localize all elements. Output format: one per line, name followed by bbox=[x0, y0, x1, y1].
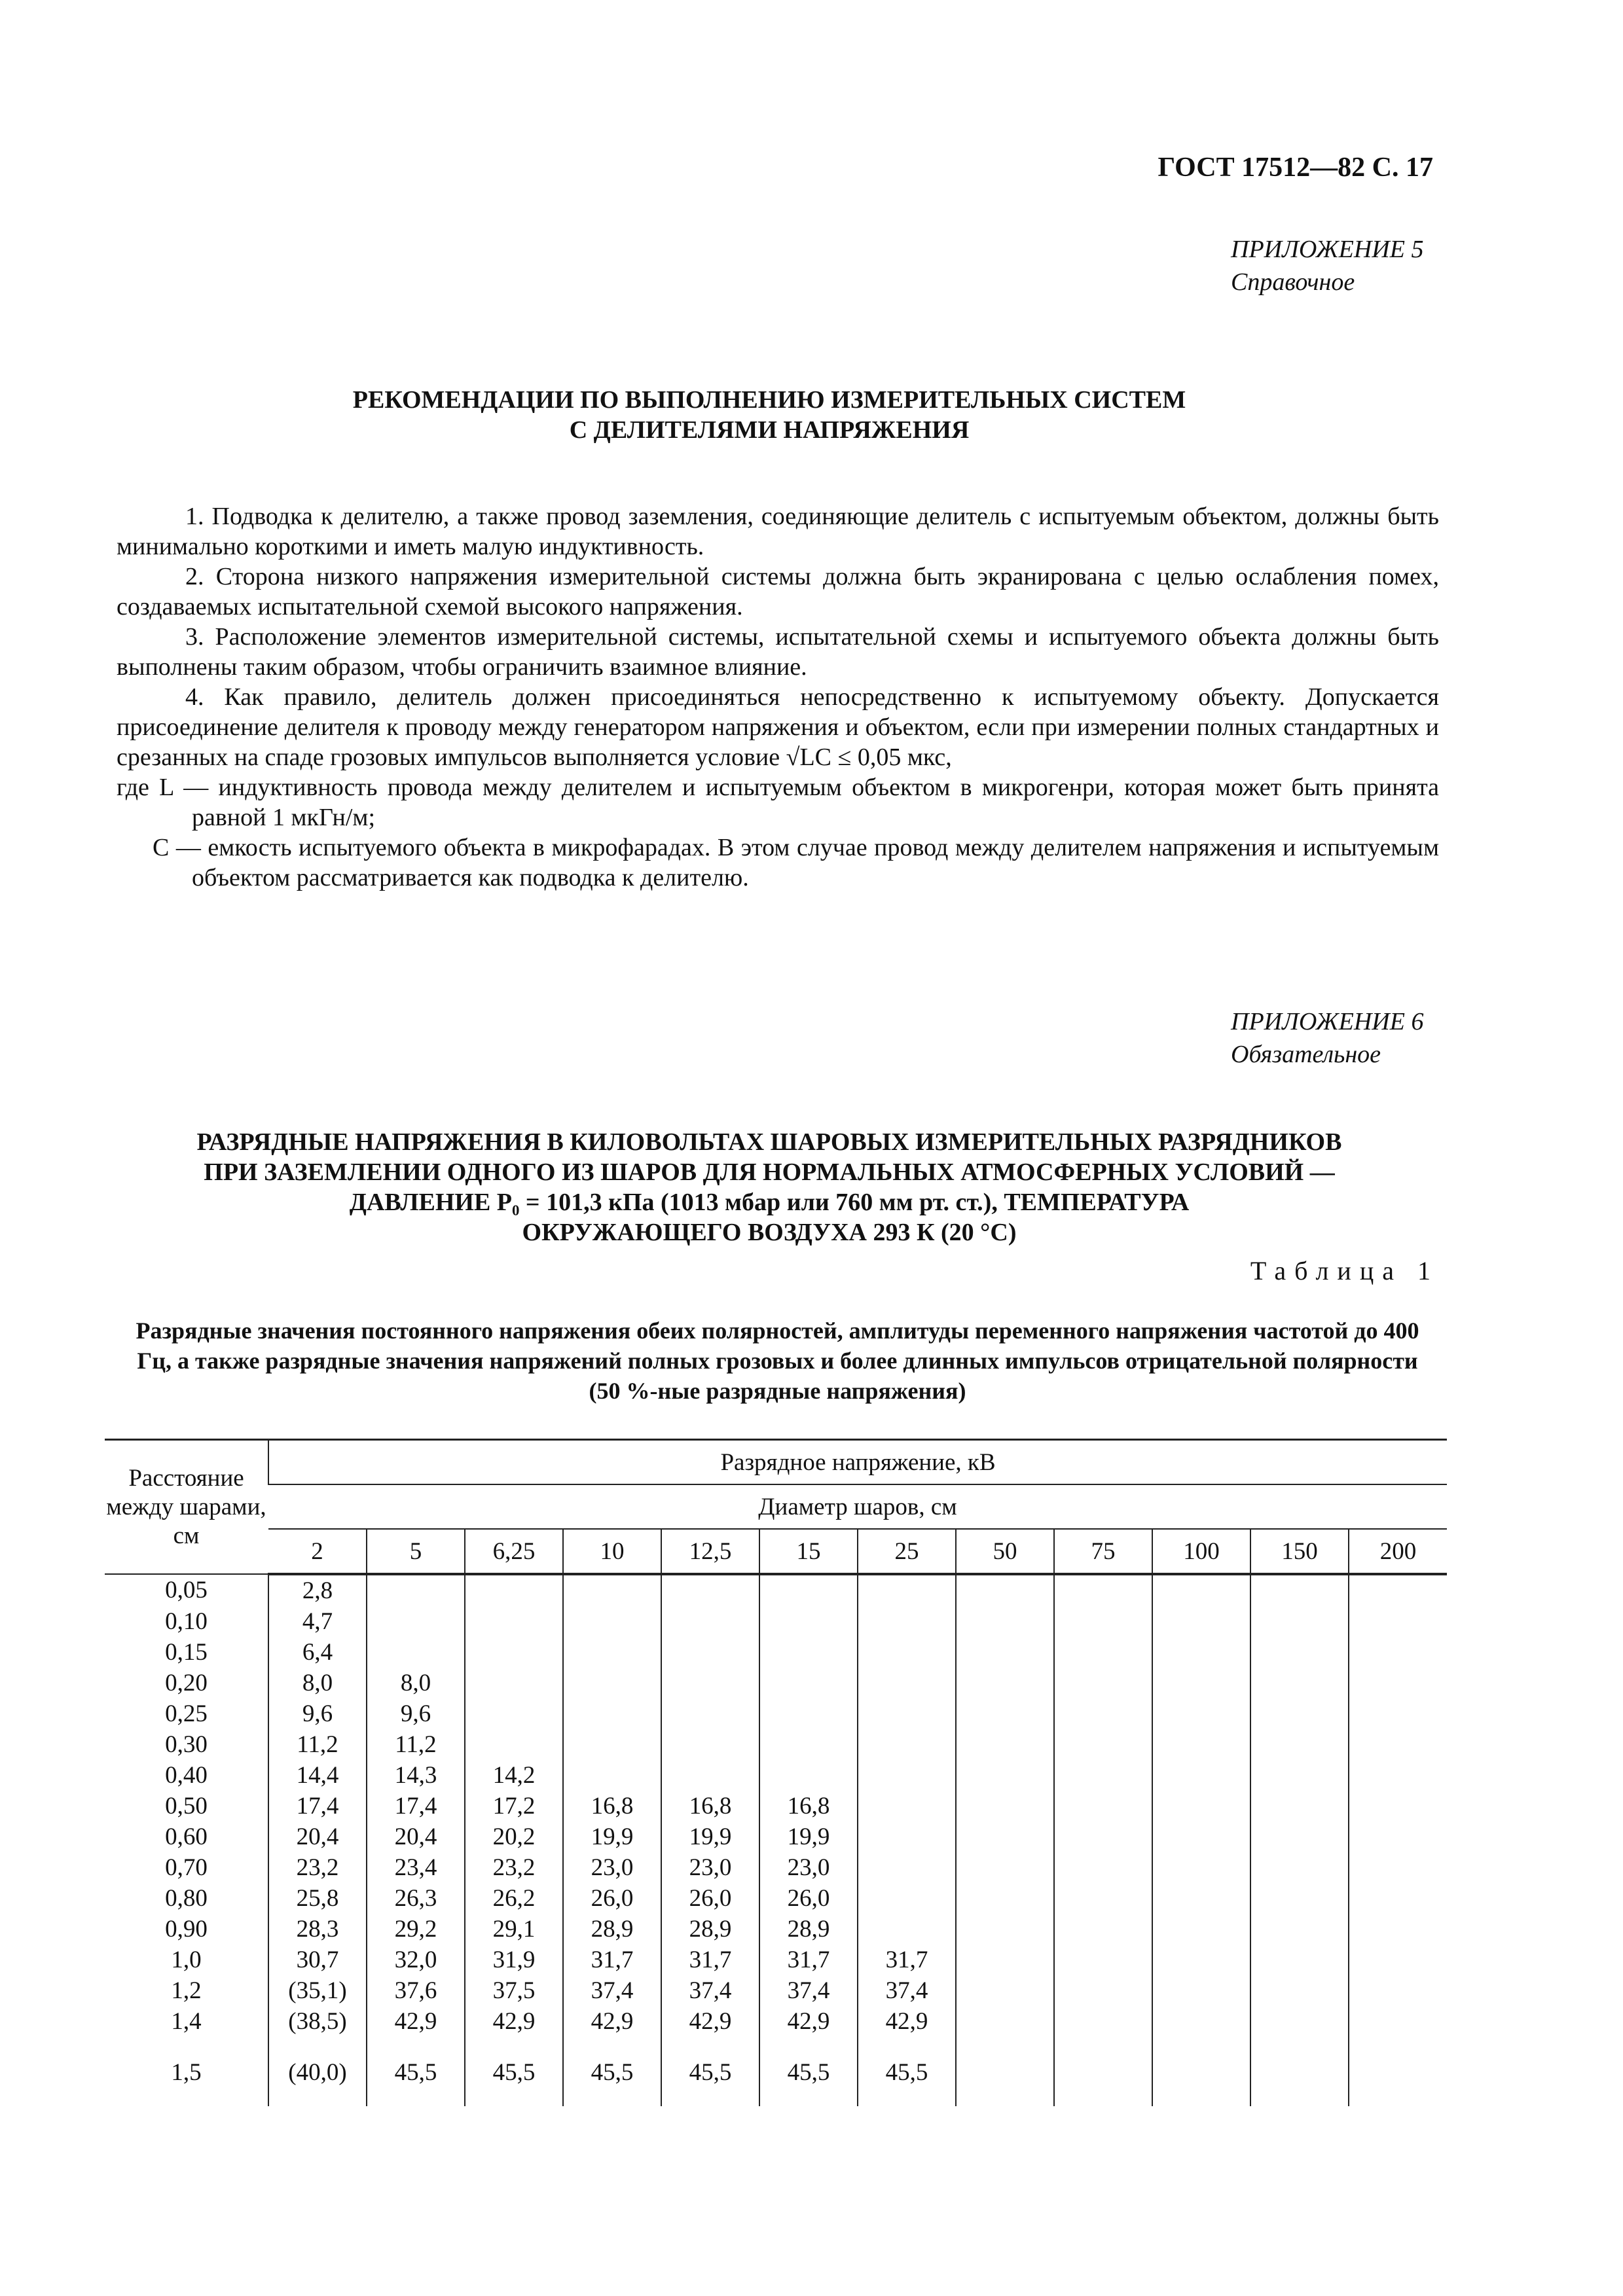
voltage-cell: 29,2 bbox=[367, 1914, 465, 1945]
table-row bbox=[105, 1821, 1447, 1852]
voltage-cell: 2,8 bbox=[268, 1574, 367, 1606]
voltage-cell: 17,4 bbox=[268, 1791, 367, 1821]
voltage-cell bbox=[1054, 2037, 1152, 2088]
table-label: Таблица 1 bbox=[1250, 1256, 1439, 1285]
distance-cell: 0,50 bbox=[165, 1793, 208, 1820]
distance-cell: 1,0 bbox=[171, 1946, 202, 1973]
voltage-cell: 14,3 bbox=[367, 1760, 465, 1791]
voltage-cell bbox=[956, 1914, 1054, 1945]
voltage-cell bbox=[1250, 1606, 1349, 1637]
definition-L: где L — индуктивность провода между делителем и испытуемым объектом в микрогенри, которая может быть принята равной 1 мкГн/м; bbox=[117, 774, 1439, 831]
voltage-cell bbox=[1152, 1606, 1250, 1637]
diameter-row bbox=[105, 1529, 1447, 1574]
voltage-cell: 17,2 bbox=[465, 1791, 563, 1821]
voltage-cell bbox=[956, 1945, 1054, 1975]
voltage-cell: (35,1) bbox=[268, 1975, 367, 2006]
voltage-cell: 28,9 bbox=[563, 1914, 661, 1945]
voltage-cell bbox=[858, 1698, 956, 1729]
voltage-cell bbox=[858, 1791, 956, 1821]
table-row bbox=[105, 1698, 1447, 1729]
voltage-cell bbox=[1250, 2037, 1349, 2088]
voltage-cell bbox=[1054, 1574, 1152, 1606]
diameter-cell: 15 bbox=[759, 1529, 858, 1574]
appendix-6-label: ПРИЛОЖЕНИЕ 6 bbox=[1231, 1008, 1424, 1035]
voltage-cell: 37,5 bbox=[465, 1975, 563, 2006]
voltage-cell bbox=[661, 1574, 759, 1606]
table-row-spacer bbox=[105, 2088, 1447, 2106]
voltage-cell bbox=[1250, 1975, 1349, 2006]
voltage-cell: 20,2 bbox=[465, 1821, 563, 1852]
voltage-cell bbox=[465, 1574, 563, 1606]
distance-cell: 0,70 bbox=[165, 1854, 208, 1881]
voltage-cell bbox=[1349, 1760, 1447, 1791]
spacer-cell bbox=[268, 2088, 367, 2106]
voltage-cell bbox=[1152, 1637, 1250, 1668]
voltage-cell: 23,2 bbox=[465, 1852, 563, 1883]
voltage-cell bbox=[858, 1668, 956, 1698]
voltage-cell: 42,9 bbox=[661, 2006, 759, 2037]
appendix-5-block bbox=[1231, 233, 1423, 298]
spacer-cell bbox=[465, 2088, 563, 2106]
table-caption: Разрядные значения постоянного напряжения обеих полярностей, амплитуды переменного напряжения частотой до 400 Гц, а также разрядные значения напряжений полных грозовых и более длинных импульсов отрицательной полярности (50 %-ные разрядные напряжения) bbox=[136, 1318, 1419, 1404]
diameter-cell: 25 bbox=[858, 1529, 956, 1574]
voltage-cell: 28,9 bbox=[661, 1914, 759, 1945]
voltage-cell: 42,9 bbox=[367, 2006, 465, 2037]
voltage-cell bbox=[465, 1637, 563, 1668]
appendix-6-title-line: ДАВЛЕНИЕ P₀ = 101,3 кПа (1013 мбар или 760 мм рт. ст.), ТЕМПЕРАТУРА bbox=[349, 1189, 1190, 1216]
voltage-cell bbox=[1054, 1914, 1152, 1945]
voltage-cell bbox=[1054, 1729, 1152, 1760]
voltage-cell: 4,7 bbox=[268, 1606, 367, 1637]
voltage-cell bbox=[1349, 1852, 1447, 1883]
voltage-cell bbox=[956, 1606, 1054, 1637]
spacer-cell bbox=[1152, 2088, 1250, 2106]
appendix-6-title-line: ПРИ ЗАЗЕМЛЕНИИ ОДНОГО ИЗ ШАРОВ ДЛЯ НОРМАЛЬНЫХ АТМОСФЕРНЫХ УСЛОВИЙ — bbox=[204, 1158, 1335, 1186]
spacer-cell bbox=[1250, 2088, 1349, 2106]
voltage-cell bbox=[1349, 2037, 1447, 2088]
voltage-cell bbox=[1250, 1574, 1349, 1606]
voltage-cell: 23,0 bbox=[759, 1852, 858, 1883]
voltage-cell: (40,0) bbox=[268, 2037, 367, 2088]
voltage-cell: 11,2 bbox=[367, 1729, 465, 1760]
voltage-cell: 28,3 bbox=[268, 1914, 367, 1945]
voltage-cell bbox=[1349, 1606, 1447, 1637]
voltage-cell bbox=[1054, 1883, 1152, 1914]
voltage-cell bbox=[465, 1729, 563, 1760]
voltage-cell bbox=[1349, 1729, 1447, 1760]
voltage-cell bbox=[1054, 1852, 1152, 1883]
voltage-cell bbox=[1152, 1698, 1250, 1729]
voltage-cell bbox=[1349, 1574, 1447, 1606]
voltage-cell: 26,0 bbox=[661, 1883, 759, 1914]
voltage-cell: 37,4 bbox=[661, 1975, 759, 2006]
voltage-cell bbox=[563, 1637, 661, 1668]
voltage-cell: 37,4 bbox=[563, 1975, 661, 2006]
voltage-cell: 45,5 bbox=[367, 2037, 465, 2088]
spacer-cell bbox=[661, 2088, 759, 2106]
voltage-cell bbox=[465, 1698, 563, 1729]
voltage-cell bbox=[1250, 1914, 1349, 1945]
voltage-cell bbox=[956, 2037, 1054, 2088]
voltage-cell bbox=[367, 1574, 465, 1606]
voltage-cell bbox=[1152, 1975, 1250, 2006]
voltage-cell bbox=[1250, 1821, 1349, 1852]
voltage-cell bbox=[1152, 1883, 1250, 1914]
voltage-cell: 31,7 bbox=[858, 1945, 956, 1975]
voltage-cell: 14,2 bbox=[465, 1760, 563, 1791]
voltage-cell bbox=[858, 1914, 956, 1945]
voltage-cell bbox=[1250, 1852, 1349, 1883]
appendix-5-title bbox=[111, 385, 1427, 445]
voltage-cell bbox=[956, 1760, 1054, 1791]
diameter-cell: 100 bbox=[1152, 1529, 1250, 1574]
voltage-cell: 11,2 bbox=[268, 1729, 367, 1760]
voltage-cell: 6,4 bbox=[268, 1637, 367, 1668]
diameter-header: Диаметр шаров, см bbox=[268, 1484, 1447, 1529]
voltage-cell bbox=[956, 1821, 1054, 1852]
voltage-cell bbox=[563, 1729, 661, 1760]
voltage-cell bbox=[1250, 1637, 1349, 1668]
voltage-cell bbox=[858, 1729, 956, 1760]
voltage-cell bbox=[759, 1606, 858, 1637]
appendix-5-title-line: РЕКОМЕНДАЦИИ ПО ВЫПОЛНЕНИЮ ИЗМЕРИТЕЛЬНЫХ СИСТЕМ bbox=[352, 386, 1186, 414]
group-header: Разрядное напряжение, кВ bbox=[268, 1440, 1447, 1485]
voltage-cell bbox=[759, 1760, 858, 1791]
voltage-cell bbox=[956, 1698, 1054, 1729]
voltage-cell: 16,8 bbox=[563, 1791, 661, 1821]
table-row bbox=[105, 1914, 1447, 1945]
voltage-cell bbox=[759, 1729, 858, 1760]
diameter-cell: 6,25 bbox=[465, 1529, 563, 1574]
table-row bbox=[105, 1574, 1447, 1606]
voltage-cell: 14,4 bbox=[268, 1760, 367, 1791]
discharge-voltage-table bbox=[105, 1439, 1447, 2106]
definition-C: C — емкость испытуемого объекта в микрофарадах. В этом случае провод между делителем напряжения и испытуемым объектом рассматривается как подводка к делителю. bbox=[153, 834, 1439, 891]
voltage-cell: 37,4 bbox=[858, 1975, 956, 2006]
voltage-cell bbox=[1349, 1883, 1447, 1914]
paragraph-4-text: 4. Как правило, делитель должен присоединяться непосредственно к испытуемому объекту. Допускается присоединение делителя к проводу между генератором напряжения и объектом, если при измерении полных стандартных и срезанных на спаде грозовых импульсов выполняется условие bbox=[117, 683, 1439, 771]
voltage-cell bbox=[1054, 2006, 1152, 2037]
voltage-cell bbox=[956, 1637, 1054, 1668]
voltage-cell: 23,2 bbox=[268, 1852, 367, 1883]
voltage-cell bbox=[1054, 1698, 1152, 1729]
voltage-cell bbox=[1054, 1821, 1152, 1852]
voltage-cell bbox=[858, 1637, 956, 1668]
voltage-cell bbox=[956, 2006, 1054, 2037]
voltage-cell bbox=[563, 1574, 661, 1606]
voltage-cell: 23,4 bbox=[367, 1852, 465, 1883]
voltage-cell bbox=[661, 1729, 759, 1760]
voltage-cell bbox=[1349, 1975, 1447, 2006]
voltage-cell: 45,5 bbox=[661, 2037, 759, 2088]
voltage-cell: 45,5 bbox=[563, 2037, 661, 2088]
table-row bbox=[105, 1760, 1447, 1791]
spacer-cell bbox=[1349, 2088, 1447, 2106]
voltage-cell bbox=[1349, 1945, 1447, 1975]
spacer-cell bbox=[367, 2088, 465, 2106]
diameter-cell: 12,5 bbox=[661, 1529, 759, 1574]
table-row bbox=[105, 2037, 1447, 2088]
voltage-cell: 31,9 bbox=[465, 1945, 563, 1975]
voltage-cell bbox=[1152, 1729, 1250, 1760]
voltage-cell: 25,8 bbox=[268, 1883, 367, 1914]
voltage-cell: 8,0 bbox=[268, 1668, 367, 1698]
voltage-cell: 42,9 bbox=[563, 2006, 661, 2037]
voltage-cell bbox=[563, 1698, 661, 1729]
voltage-cell: 45,5 bbox=[759, 2037, 858, 2088]
voltage-cell: 23,0 bbox=[661, 1852, 759, 1883]
voltage-cell bbox=[956, 1668, 1054, 1698]
voltage-cell bbox=[956, 1791, 1054, 1821]
voltage-cell: 9,6 bbox=[268, 1698, 367, 1729]
voltage-cell: 20,4 bbox=[268, 1821, 367, 1852]
paragraph-3: 3. Расположение элементов измерительной системы, испытательной схемы и испытуемого объекта должны быть выполнены таким образом, чтобы ограничить взаимное влияние. bbox=[117, 623, 1439, 681]
voltage-cell bbox=[759, 1574, 858, 1606]
voltage-cell bbox=[1349, 1791, 1447, 1821]
voltage-cell: 19,9 bbox=[661, 1821, 759, 1852]
appendix-5-status: Справочное bbox=[1231, 268, 1355, 296]
voltage-cell: 42,9 bbox=[759, 2006, 858, 2037]
voltage-cell bbox=[1152, 1821, 1250, 1852]
voltage-cell: 19,9 bbox=[563, 1821, 661, 1852]
voltage-cell: 42,9 bbox=[858, 2006, 956, 2037]
voltage-cell bbox=[1250, 1698, 1349, 1729]
voltage-cell bbox=[1054, 1945, 1152, 1975]
voltage-cell: 28,9 bbox=[759, 1914, 858, 1945]
voltage-cell bbox=[1152, 1914, 1250, 1945]
voltage-cell bbox=[1349, 1637, 1447, 1668]
voltage-cell bbox=[1349, 2006, 1447, 2037]
voltage-cell bbox=[1250, 1760, 1349, 1791]
distance-cell: 0,05 bbox=[165, 1577, 208, 1604]
diameter-cell: 75 bbox=[1054, 1529, 1152, 1574]
spacer-cell bbox=[1054, 2088, 1152, 2106]
paragraph-2: 2. Сторона низкого напряжения измерительной системы должна быть экранирована с целью ослабления помех, создаваемых испытательной схемой высокого напряжения. bbox=[117, 563, 1439, 620]
voltage-cell bbox=[759, 1668, 858, 1698]
voltage-cell bbox=[661, 1668, 759, 1698]
appendix-5-label: ПРИЛОЖЕНИЕ 5 bbox=[1231, 236, 1424, 263]
distance-cell: 0,20 bbox=[165, 1670, 208, 1696]
diameter-cell: 150 bbox=[1250, 1529, 1349, 1574]
table-row bbox=[105, 2006, 1447, 2037]
voltage-cell bbox=[1250, 1668, 1349, 1698]
voltage-cell bbox=[661, 1698, 759, 1729]
table-row bbox=[105, 1852, 1447, 1883]
appendix-6-status: Обязательное bbox=[1231, 1041, 1381, 1068]
voltage-cell: 29,1 bbox=[465, 1914, 563, 1945]
distance-cell: 1,2 bbox=[171, 1977, 202, 2004]
voltage-cell bbox=[1152, 1668, 1250, 1698]
table-row bbox=[105, 1975, 1447, 2006]
distance-cell: 0,10 bbox=[165, 1608, 208, 1635]
voltage-cell: 32,0 bbox=[367, 1945, 465, 1975]
voltage-cell: 26,0 bbox=[563, 1883, 661, 1914]
voltage-cell bbox=[858, 1606, 956, 1637]
diameter-cell: 5 bbox=[367, 1529, 465, 1574]
voltage-cell bbox=[661, 1760, 759, 1791]
voltage-cell bbox=[1152, 1945, 1250, 1975]
appendix-5-title-line: С ДЕЛИТЕЛЯМИ НАПРЯЖЕНИЯ bbox=[569, 416, 970, 444]
voltage-cell bbox=[956, 1975, 1054, 2006]
table-row bbox=[105, 1791, 1447, 1821]
distance-cell: 0,80 bbox=[165, 1885, 208, 1912]
voltage-cell bbox=[1250, 2006, 1349, 2037]
voltage-cell bbox=[1054, 1668, 1152, 1698]
spacer-cell bbox=[105, 2088, 268, 2106]
voltage-cell: 30,7 bbox=[268, 1945, 367, 1975]
spacer-cell bbox=[858, 2088, 956, 2106]
paragraph-1: 1. Подводка к делителю, а также провод заземления, соединяющие делитель с испытуемым объектом, должны быть минимально короткими и иметь малую индуктивность. bbox=[117, 503, 1439, 560]
voltage-cell bbox=[956, 1729, 1054, 1760]
appendix-6-title bbox=[111, 1127, 1427, 1247]
paragraph-4-formula: √LC ≤ 0,05 мкс, bbox=[786, 744, 952, 771]
voltage-cell: 37,4 bbox=[759, 1975, 858, 2006]
voltage-cell bbox=[367, 1637, 465, 1668]
voltage-cell bbox=[465, 1606, 563, 1637]
distance-cell: 1,5 bbox=[171, 2059, 202, 2086]
voltage-cell bbox=[465, 1668, 563, 1698]
voltage-cell bbox=[858, 1852, 956, 1883]
table-row bbox=[105, 1945, 1447, 1975]
voltage-cell bbox=[1152, 2037, 1250, 2088]
voltage-cell bbox=[858, 1883, 956, 1914]
table-body bbox=[105, 1574, 1447, 2106]
appendix-6-title-line: ОКРУЖАЮЩЕГО ВОЗДУХА 293 К (20 °С) bbox=[522, 1219, 1017, 1246]
voltage-cell bbox=[1152, 1760, 1250, 1791]
voltage-cell bbox=[367, 1606, 465, 1637]
voltage-cell bbox=[1349, 1914, 1447, 1945]
voltage-cell: 45,5 bbox=[465, 2037, 563, 2088]
voltage-cell bbox=[1349, 1668, 1447, 1698]
table-row bbox=[105, 1883, 1447, 1914]
voltage-cell bbox=[1152, 2006, 1250, 2037]
voltage-cell: (38,5) bbox=[268, 2006, 367, 2037]
diameter-cell: 10 bbox=[563, 1529, 661, 1574]
row-header: Расстояние между шарами, см bbox=[105, 1440, 268, 1575]
voltage-cell: 9,6 bbox=[367, 1698, 465, 1729]
appendix-5-body bbox=[117, 501, 1439, 893]
voltage-cell: 26,2 bbox=[465, 1883, 563, 1914]
voltage-cell: 31,7 bbox=[563, 1945, 661, 1975]
voltage-cell bbox=[858, 1821, 956, 1852]
voltage-cell bbox=[858, 1760, 956, 1791]
voltage-cell: 16,8 bbox=[661, 1791, 759, 1821]
voltage-cell bbox=[1054, 1606, 1152, 1637]
voltage-cell bbox=[1152, 1852, 1250, 1883]
voltage-cell bbox=[759, 1698, 858, 1729]
voltage-cell bbox=[1054, 1760, 1152, 1791]
voltage-cell bbox=[956, 1883, 1054, 1914]
paragraph-4 bbox=[117, 682, 1439, 772]
voltage-cell bbox=[563, 1760, 661, 1791]
voltage-cell bbox=[1152, 1574, 1250, 1606]
page-header: ГОСТ 17512—82 С. 17 bbox=[1158, 152, 1433, 183]
voltage-cell bbox=[1250, 1729, 1349, 1760]
voltage-cell bbox=[956, 1574, 1054, 1606]
distance-cell: 0,25 bbox=[165, 1700, 208, 1727]
spacer-cell bbox=[759, 2088, 858, 2106]
spacer-cell bbox=[956, 2088, 1054, 2106]
voltage-cell bbox=[1250, 1791, 1349, 1821]
voltage-cell: 45,5 bbox=[858, 2037, 956, 2088]
distance-cell: 0,30 bbox=[165, 1731, 208, 1758]
appendix-6-block bbox=[1231, 1005, 1423, 1071]
voltage-cell bbox=[1152, 1791, 1250, 1821]
distance-cell: 0,60 bbox=[165, 1823, 208, 1850]
distance-cell: 0,90 bbox=[165, 1916, 208, 1943]
table-row bbox=[105, 1637, 1447, 1668]
voltage-cell bbox=[1250, 1883, 1349, 1914]
distance-cell: 0,40 bbox=[165, 1762, 208, 1789]
voltage-cell: 20,4 bbox=[367, 1821, 465, 1852]
voltage-cell bbox=[759, 1637, 858, 1668]
voltage-cell bbox=[858, 1574, 956, 1606]
voltage-cell: 26,3 bbox=[367, 1883, 465, 1914]
voltage-cell bbox=[563, 1606, 661, 1637]
voltage-cell bbox=[661, 1606, 759, 1637]
voltage-cell: 42,9 bbox=[465, 2006, 563, 2037]
voltage-cell bbox=[563, 1668, 661, 1698]
voltage-cell bbox=[956, 1852, 1054, 1883]
voltage-cell bbox=[661, 1637, 759, 1668]
voltage-cell: 31,7 bbox=[759, 1945, 858, 1975]
diameter-cell: 50 bbox=[956, 1529, 1054, 1574]
table-row bbox=[105, 1729, 1447, 1760]
voltage-cell: 23,0 bbox=[563, 1852, 661, 1883]
appendix-6-title-line: РАЗРЯДНЫЕ НАПРЯЖЕНИЯ В КИЛОВОЛЬТАХ ШАРОВЫХ ИЗМЕРИТЕЛЬНЫХ РАЗРЯДНИКОВ bbox=[196, 1128, 1342, 1156]
table-row bbox=[105, 1668, 1447, 1698]
distance-cell: 1,4 bbox=[171, 2008, 202, 2035]
diameter-cell: 200 bbox=[1349, 1529, 1447, 1574]
diameter-cell: 2 bbox=[268, 1529, 367, 1574]
voltage-cell bbox=[1349, 1698, 1447, 1729]
voltage-cell: 19,9 bbox=[759, 1821, 858, 1852]
voltage-cell bbox=[1054, 1975, 1152, 2006]
distance-cell: 0,15 bbox=[165, 1639, 208, 1666]
voltage-cell: 17,4 bbox=[367, 1791, 465, 1821]
spacer-cell bbox=[563, 2088, 661, 2106]
voltage-cell: 8,0 bbox=[367, 1668, 465, 1698]
voltage-cell: 26,0 bbox=[759, 1883, 858, 1914]
voltage-cell bbox=[1054, 1637, 1152, 1668]
voltage-cell bbox=[1250, 1945, 1349, 1975]
voltage-cell bbox=[1349, 1821, 1447, 1852]
table-row bbox=[105, 1606, 1447, 1637]
voltage-cell: 16,8 bbox=[759, 1791, 858, 1821]
voltage-cell bbox=[1054, 1791, 1152, 1821]
voltage-cell: 31,7 bbox=[661, 1945, 759, 1975]
voltage-cell: 37,6 bbox=[367, 1975, 465, 2006]
